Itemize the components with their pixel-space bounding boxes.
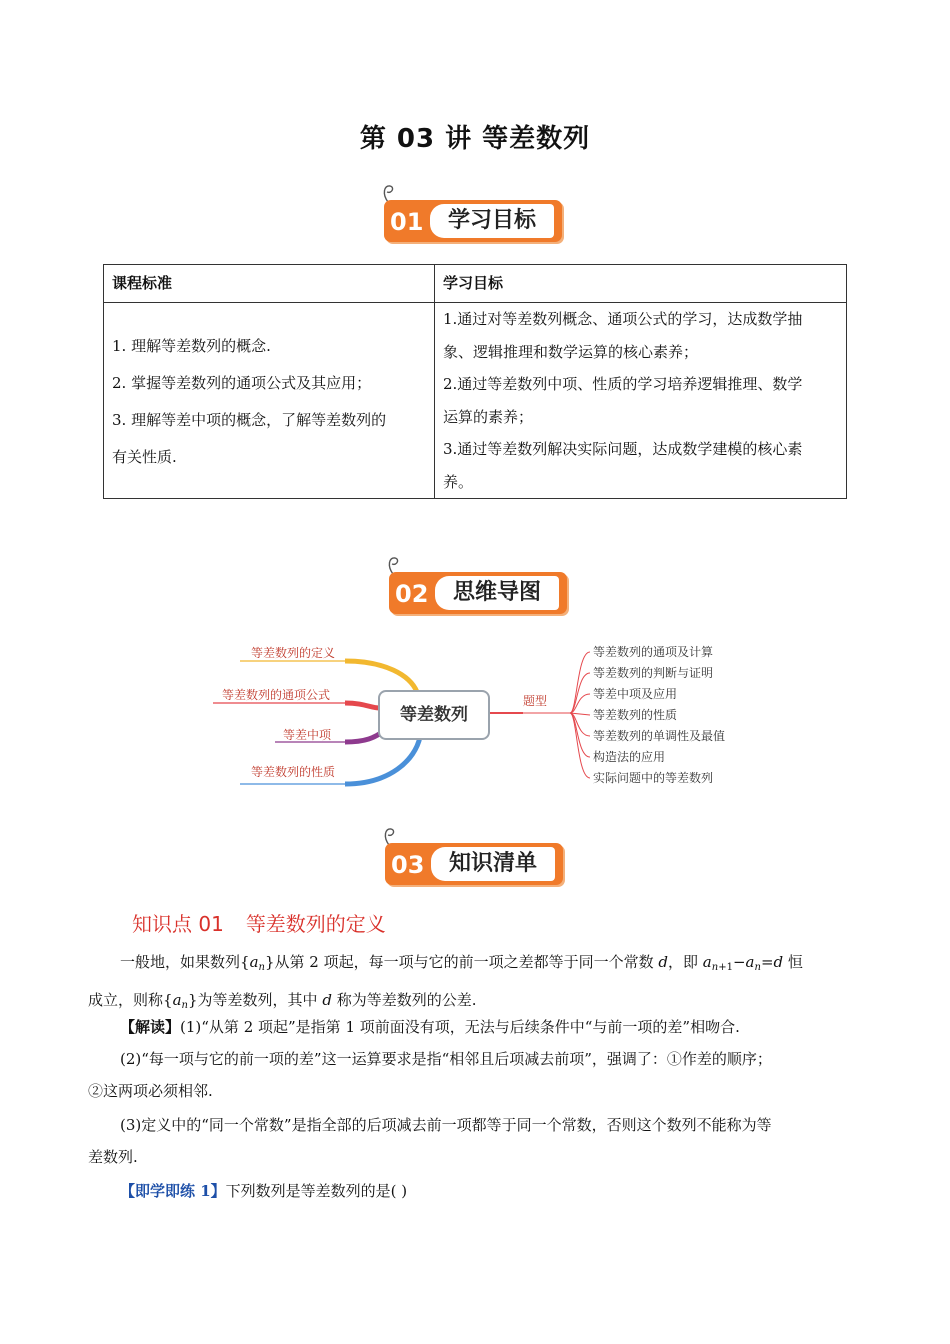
page-title: 第 03 讲 等差数列: [359, 124, 591, 154]
section-number: 03: [391, 851, 425, 879]
table-header-goal: 学习目标: [435, 265, 847, 303]
section-label: 学习目标: [430, 204, 554, 238]
mm-right-item: 实际问题中的等差数列: [593, 771, 714, 785]
mm-right-item: 等差数列的性质: [593, 708, 678, 722]
goal-line: 3.通过等差数列解决实际问题，达成数学建模的核心素: [443, 440, 803, 458]
section-badge-01: [380, 182, 570, 244]
practice-question: 【即学即练 1】下列数列是等差数列的是( ): [120, 1182, 408, 1200]
mm-right-item: 等差中项及应用: [593, 687, 678, 701]
mm-left-middle: 等差中项: [283, 728, 332, 742]
section-number: 02: [395, 580, 429, 608]
goal-line: 养。: [443, 472, 474, 491]
mm-right-item: 等差数列的通项及计算: [593, 645, 714, 659]
goals-table: [103, 264, 847, 499]
standard-item: 2. 掌握等差数列的通项公式及其应用；: [112, 374, 372, 392]
goals-cell: [435, 303, 847, 499]
standard-item: 3. 理解等差中项的概念，了解等差数列的: [112, 411, 387, 429]
practice-tag: 【即学即练 1】: [120, 1182, 226, 1200]
interpretation-1: 【解读】(1)“从第 2 项起”是指第 1 项前面没有项，无法与后续条件中“与前一项的差”相吻合.: [120, 1018, 740, 1036]
mm-center-node: 等差数列: [378, 690, 490, 740]
mm-left-property: 等差数列的性质: [251, 765, 336, 779]
table-header-standard: 课程标准: [104, 265, 435, 303]
standard-item: 1. 理解等差数列的概念.: [112, 337, 271, 355]
mm-left-formula: 等差数列的通项公式: [222, 688, 331, 702]
interpretation-3: (3)定义中的“同一个常数”是指全部的后项减去前一项都等于同一个常数，否则这个数列不能称为等 差数列.: [88, 1116, 772, 1166]
standards-cell: [104, 303, 435, 499]
mind-map: [205, 640, 745, 795]
kp-number: 知识点 01: [132, 912, 224, 936]
goal-line: 2.通过等差数列中项、性质的学习培养逻辑推理、数学: [443, 375, 803, 393]
mm-right-item: 构造法的应用: [593, 750, 666, 764]
mm-left-definition: 等差数列的定义: [251, 646, 336, 660]
standard-item: 有关性质.: [112, 448, 177, 466]
mm-right-item: 等差数列的单调性及最值: [593, 729, 726, 743]
knowledge-point-title: [132, 908, 408, 937]
section-badge-02: [385, 554, 575, 616]
goal-line: 象、逻辑推理和数学运算的核心素养；: [443, 342, 699, 361]
kp-name: 等差数列的定义: [245, 912, 386, 936]
interpretation-2: (2)“每一项与它的前一项的差”这一运算要求是指“相邻且后项减去前项”，强调了：①作差的顺序； ②这两项必须相邻.: [88, 1050, 772, 1100]
section-label: 思维导图: [435, 576, 559, 610]
section-label: 知识清单: [431, 847, 555, 881]
section-badge-03: [381, 825, 571, 887]
goal-line: 1.通过对等差数列概念、通项公式的学习，达成数学抽: [443, 310, 803, 328]
mm-right-item: 等差数列的判断与证明: [593, 666, 714, 680]
jiedu-tag: 【解读】: [120, 1018, 181, 1036]
goal-line: 运算的素养；: [443, 407, 534, 426]
definition-paragraph: 一般地，如果数列$\{a_n\}$从第 2 项起，每一项与它的前一项之差都等于同一个常数 d，即 $a_{n+1}-a_n=d$ 恒 成立，则称$\{a_n\}$为等差数列，其中 d 称为等差数列的公差.: [88, 953, 803, 1011]
mm-right-label: 题型: [523, 694, 548, 708]
section-number: 01: [390, 208, 424, 236]
